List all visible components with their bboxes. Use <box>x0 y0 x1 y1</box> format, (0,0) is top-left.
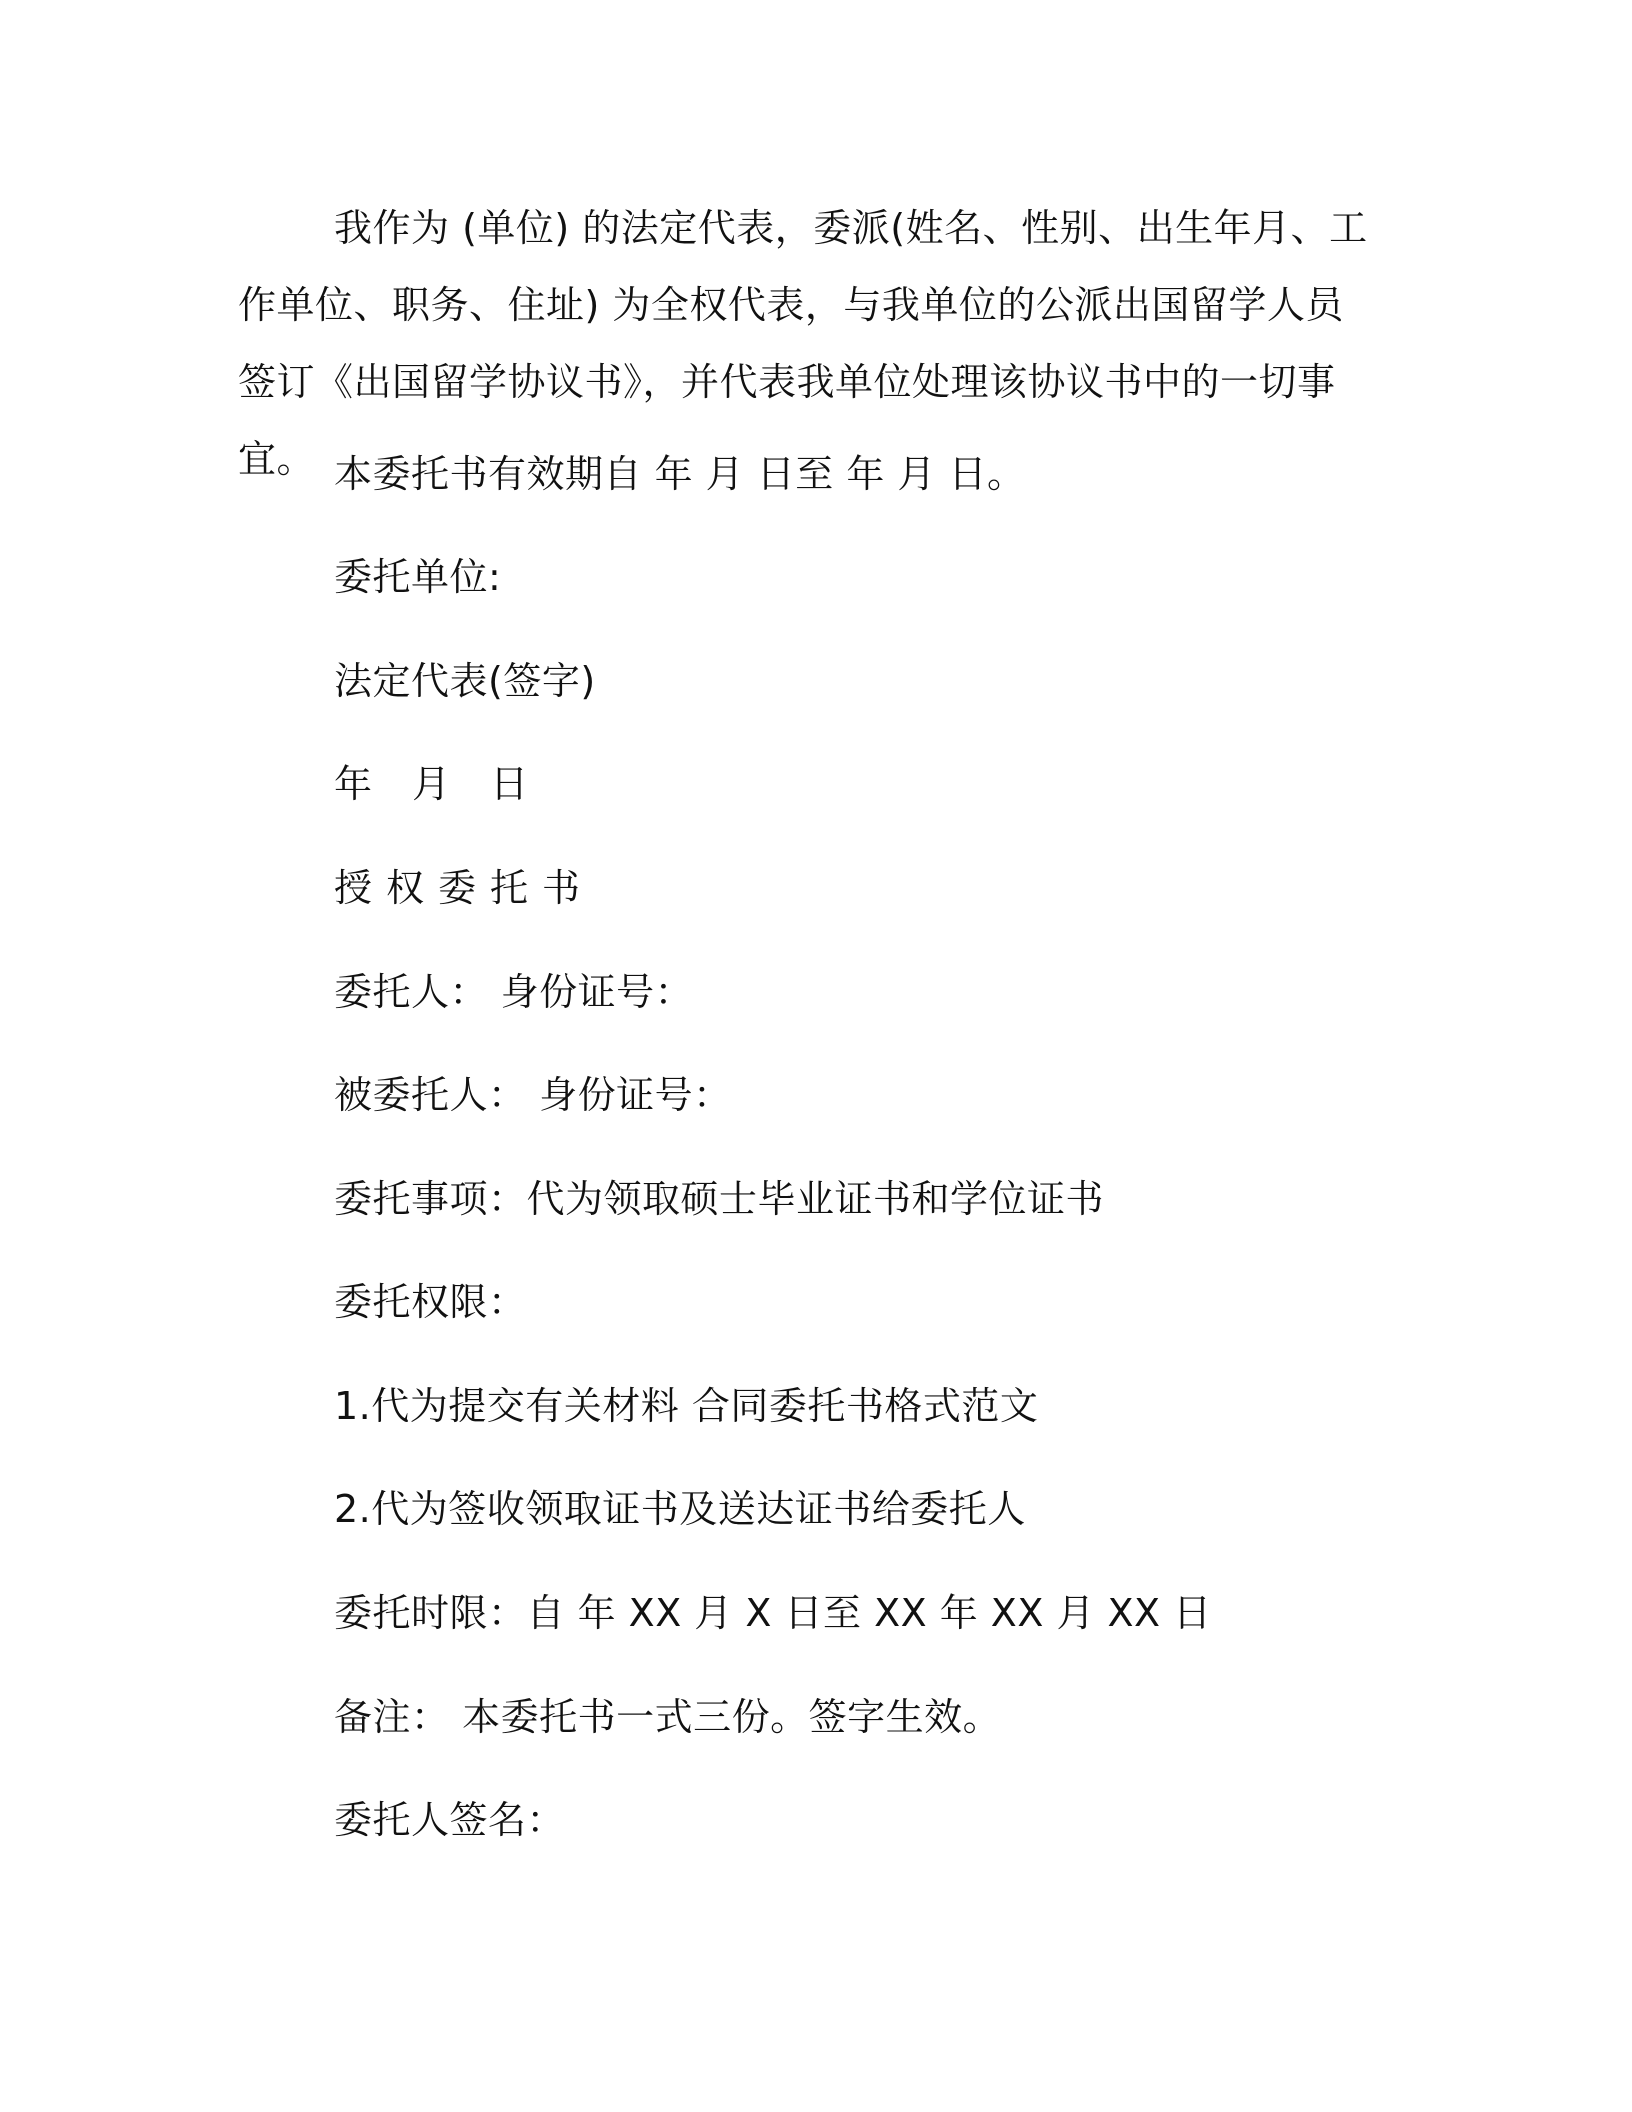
entrustment-term-line: 委托时限：自 年 XX 月 X 日至 XX 年 XX 月 XX 日 <box>334 1591 1212 1635</box>
date-placeholder-line: 年 月 日 <box>334 762 543 806</box>
principal-signature-label: 委托人签名： <box>334 1798 566 1842</box>
entrusting-unit-label: 委托单位: <box>334 555 502 599</box>
entrusted-authority-label: 委托权限： <box>334 1280 527 1324</box>
principal-id-line: 委托人： 身份证号： <box>334 970 694 1014</box>
authority-item-2: 2.代为签收领取证书及送达证书给委托人 <box>334 1487 1026 1531</box>
remarks-line: 备注： 本委托书一式三份。签字生效。 <box>334 1695 1002 1739</box>
validity-period-line: 本委托书有效期自 年 月 日至 年 月 日。 <box>334 452 1026 496</box>
authority-item-1: 1.代为提交有关材料 合同委托书格式范文 <box>334 1384 1039 1428</box>
intro-paragraph: 我作为 (单位) 的法定代表，委派(姓名、性别、出生年月、工作单位、职务、住址) 为全权代表，与我单位的公派出国留学人员签订《出国留学协议书》，并代表我单位处理该协议书中的一切事宜。 <box>238 206 1368 481</box>
agent-id-line: 被委托人： 身份证号： <box>334 1073 732 1117</box>
authorization-letter-title: 授权委托书 <box>334 866 595 910</box>
entrusted-matter-line: 委托事项：代为领取硕士毕业证书和学位证书 <box>334 1177 1105 1221</box>
legal-representative-signature-label: 法定代表(签字) <box>334 659 596 703</box>
